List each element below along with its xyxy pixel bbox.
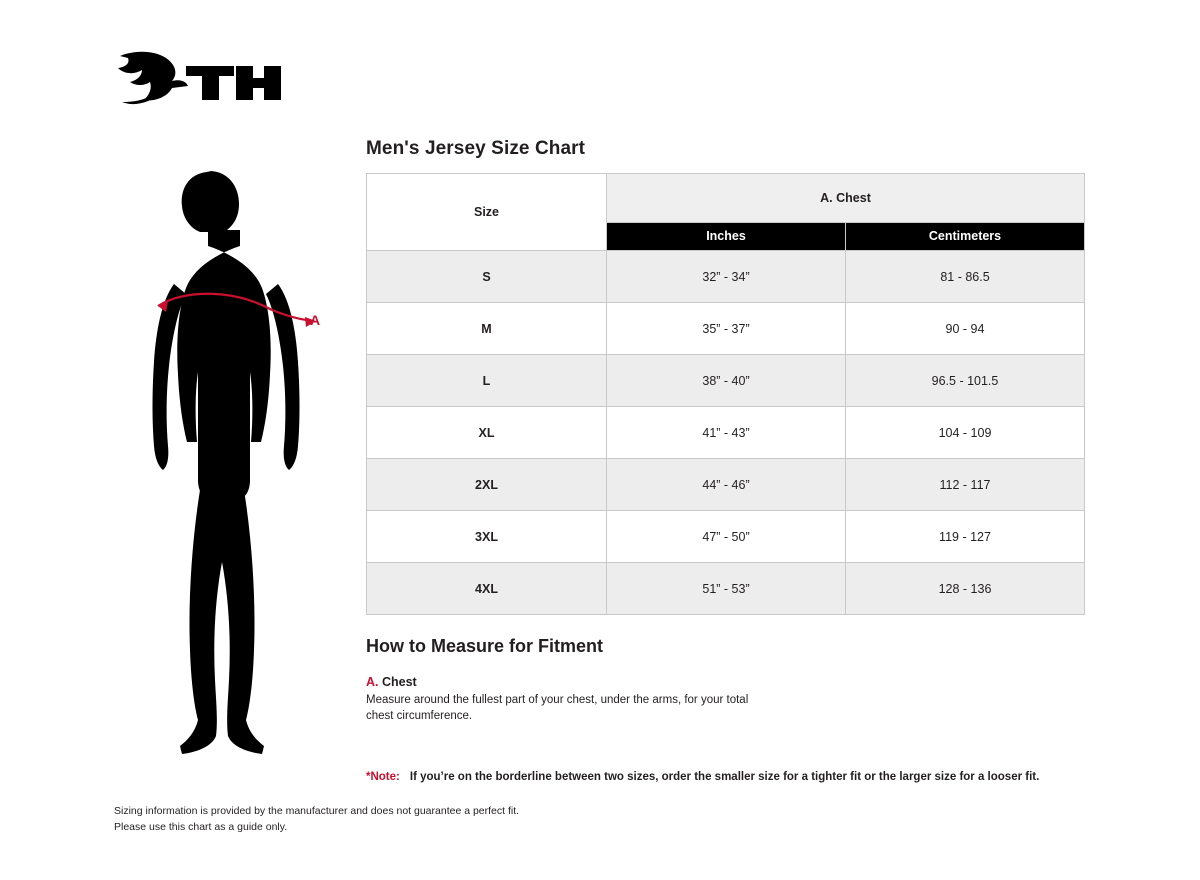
cell-centimeters: 128 - 136	[846, 563, 1085, 615]
male-silhouette-icon	[112, 160, 342, 770]
body-figure-illustration	[112, 160, 342, 770]
thor-helmet-icon	[114, 48, 294, 108]
cell-inches: 41” - 43”	[607, 407, 846, 459]
table-header-row	[367, 174, 1085, 223]
how-to-measure-title: How to Measure for Fitment	[366, 636, 604, 656]
chest-callout-label: A	[310, 312, 321, 328]
cell-size: XL	[367, 407, 607, 459]
disclaimer-line-1: Sizing information is provided by the manufacturer and does not guarantee a perfect fit.	[114, 805, 520, 817]
note-text: If you’re on the borderline between two sizes, order the smaller size for a tighter fit or the larger size for a looser fit.	[409, 771, 1040, 783]
cell-centimeters: 112 - 117	[846, 459, 1085, 511]
cell-size: L	[367, 355, 607, 407]
cell-size: 2XL	[367, 459, 607, 511]
cell-size: M	[367, 303, 607, 355]
table-row	[367, 459, 1085, 511]
cell-centimeters: 81 - 86.5	[846, 251, 1085, 303]
disclaimer-line-2: Please use this chart as a guide only.	[114, 821, 288, 833]
disclaimer	[114, 803, 519, 835]
cell-inches: 51” - 53”	[607, 563, 846, 615]
cell-centimeters: 119 - 127	[846, 511, 1085, 563]
column-header-centimeters: Centimeters	[846, 222, 1085, 250]
cell-inches: 47” - 50”	[607, 511, 846, 563]
how-to-measure-item-text: Measure around the fullest part of your chest, under the arms, for your total chest circumference.	[366, 694, 749, 722]
note-prefix: *Note:	[366, 771, 400, 783]
cell-inches: 35” - 37”	[607, 303, 846, 355]
column-header-inches: Inches	[607, 222, 846, 250]
cell-inches: 44” - 46”	[607, 459, 846, 511]
note-line	[366, 771, 1039, 783]
item-name: Chest	[381, 675, 417, 689]
table-row	[367, 511, 1085, 563]
cell-inches: 38” - 40”	[607, 355, 846, 407]
table-row	[367, 563, 1085, 615]
table-row	[367, 407, 1085, 459]
cell-centimeters: 96.5 - 101.5	[846, 355, 1085, 407]
cell-centimeters: 90 - 94	[846, 303, 1085, 355]
cell-centimeters: 104 - 109	[846, 407, 1085, 459]
how-to-measure-item-heading	[366, 675, 417, 689]
item-letter: A.	[366, 675, 379, 689]
cell-size: 4XL	[367, 563, 607, 615]
cell-size: 3XL	[367, 511, 607, 563]
cell-inches: 32” - 34”	[607, 251, 846, 303]
column-header-size: Size	[367, 174, 607, 251]
table-row	[367, 303, 1085, 355]
table-row	[367, 251, 1085, 303]
brand-logo	[114, 48, 294, 108]
table-row	[367, 355, 1085, 407]
cell-size: S	[367, 251, 607, 303]
page-title: Men's Jersey Size Chart	[366, 138, 586, 159]
column-header-measurement: A. Chest	[607, 174, 1085, 223]
size-chart-table	[366, 173, 1085, 615]
